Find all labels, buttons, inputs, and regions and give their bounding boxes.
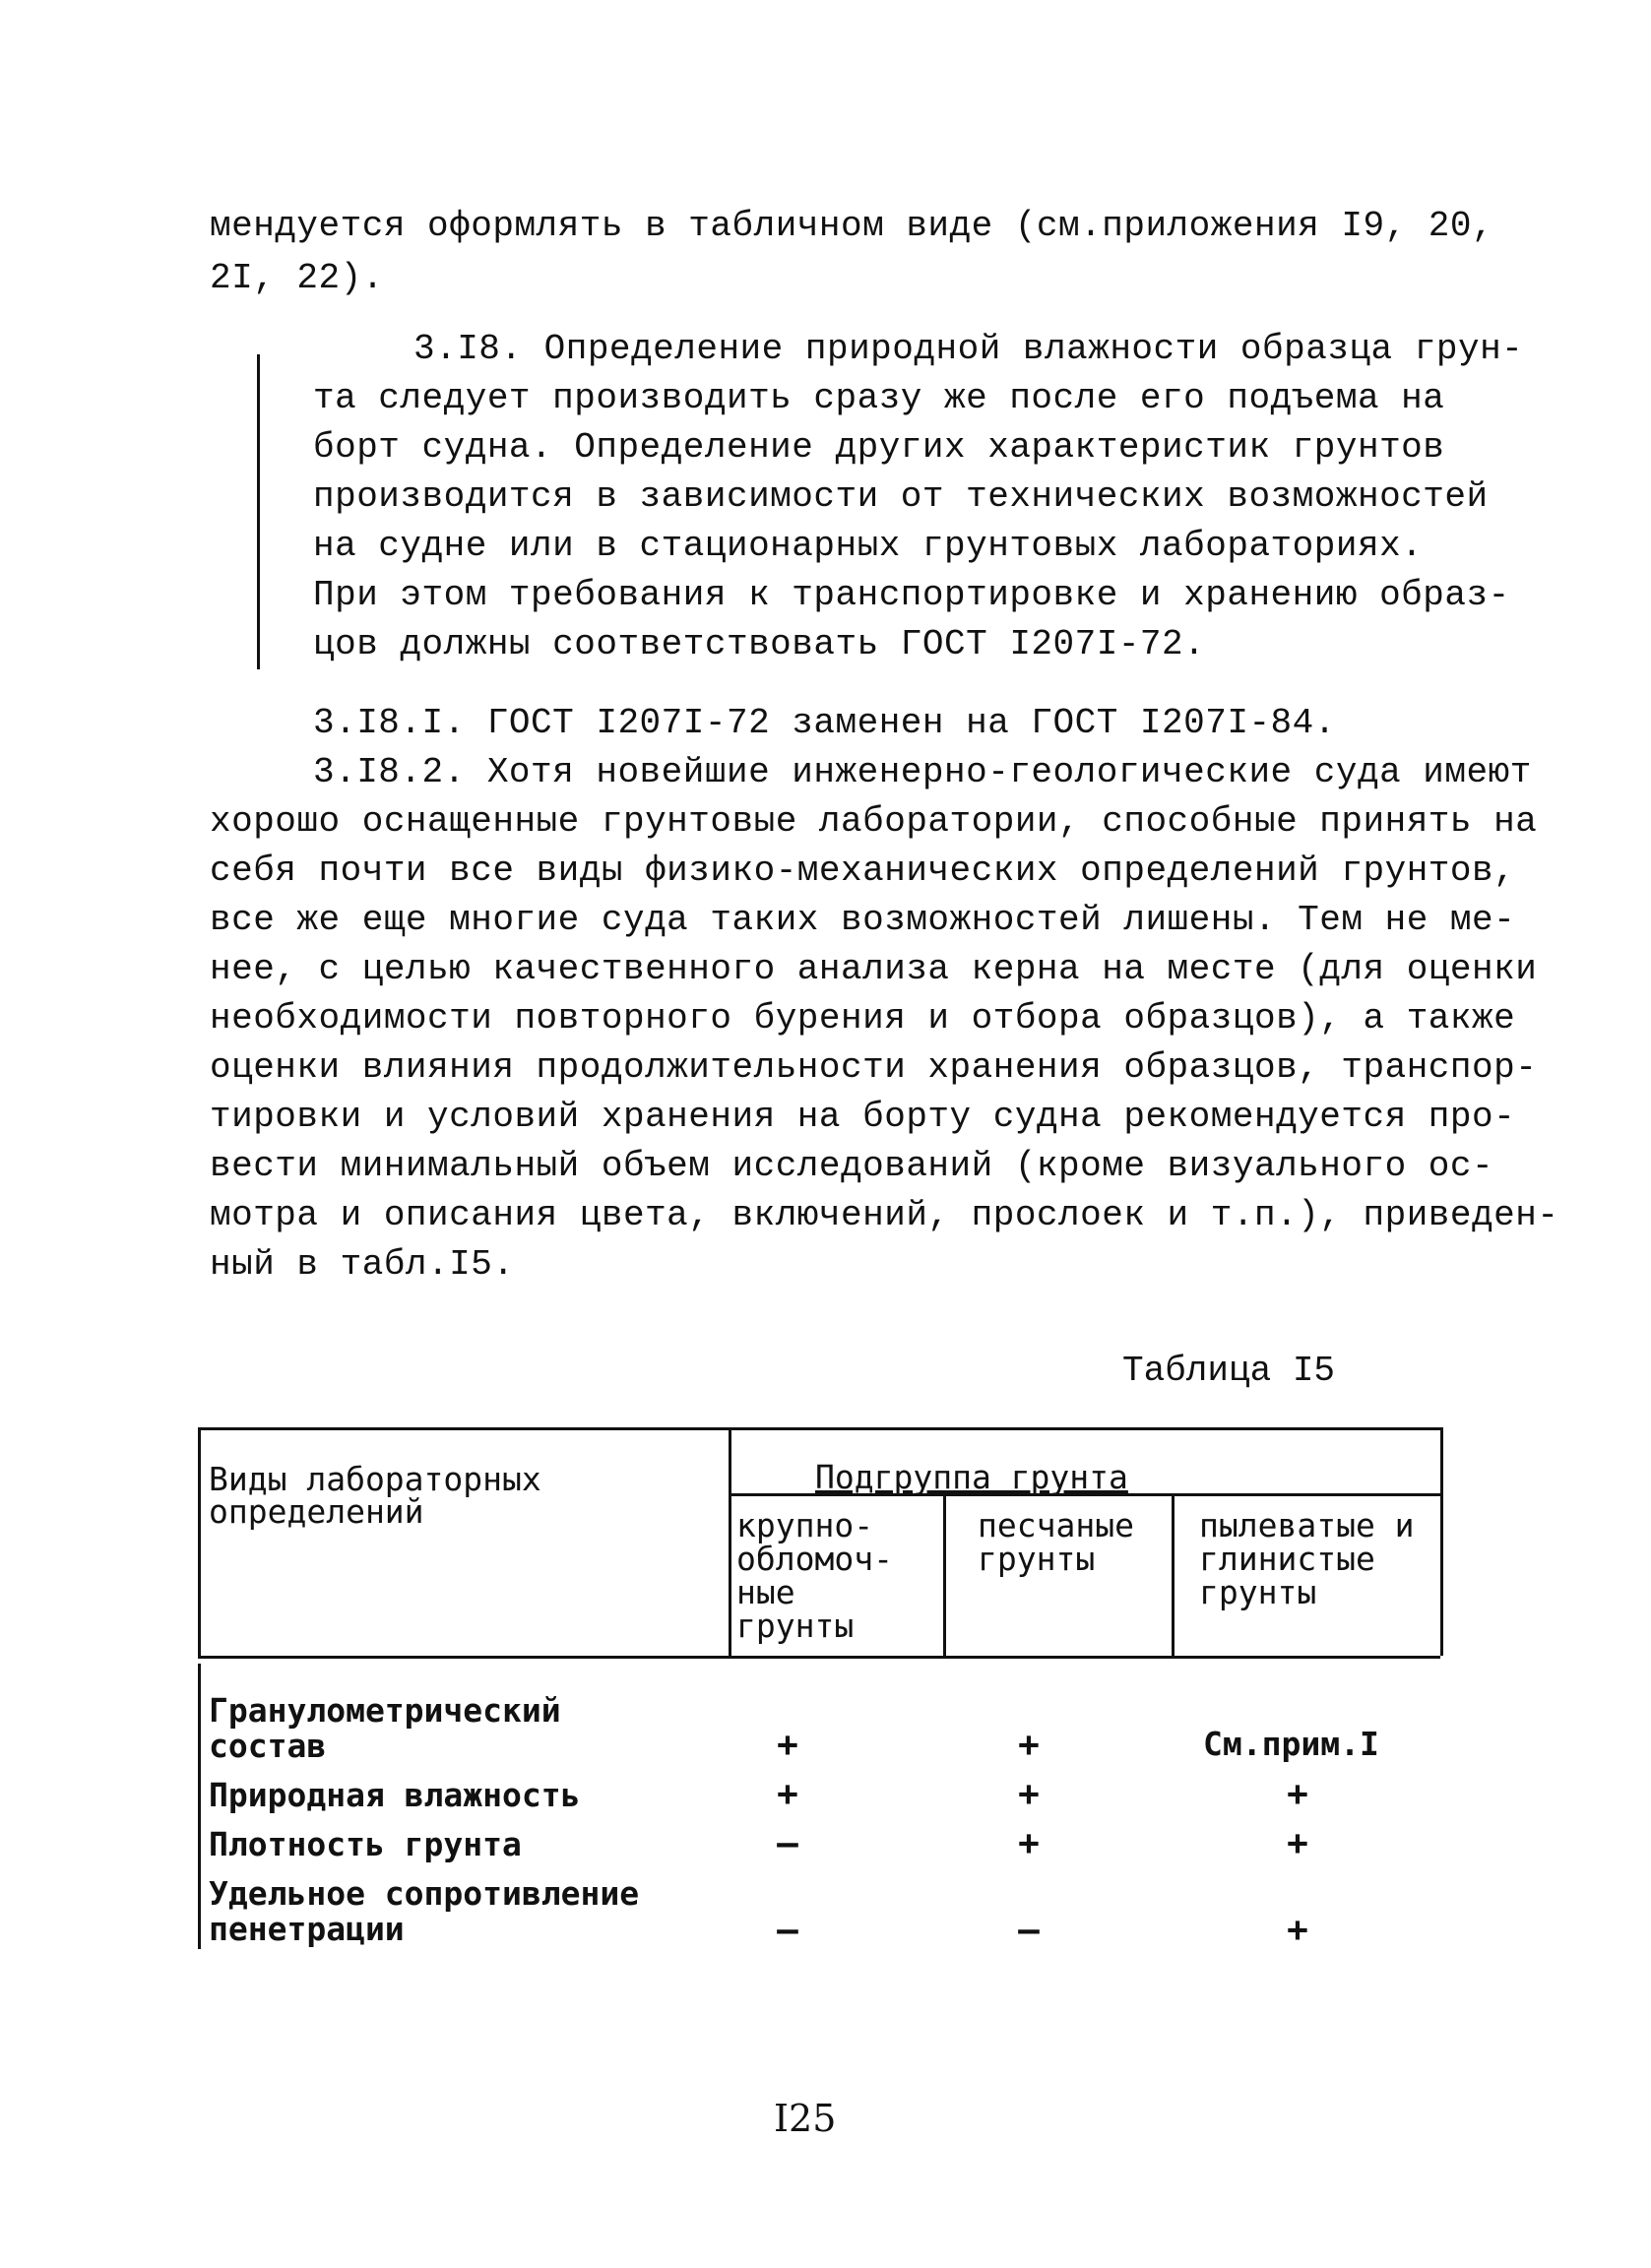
text-line: мотра и описания цвета, включений, прослоек и т.п.), приведен-	[210, 1195, 1559, 1235]
text-line: борт судна. Определение других характеристик грунтов	[313, 427, 1445, 468]
header-bottom-rule	[198, 1656, 1440, 1659]
text-line: производится в зависимости от технических возможностей	[313, 476, 1489, 517]
text-line: тировки и условий хранения на борту судна рекомендуется про-	[210, 1097, 1516, 1137]
margin-edit-bar	[257, 354, 260, 669]
row-name: Плотность грунта	[209, 1825, 522, 1863]
row-value: +	[1287, 1774, 1308, 1814]
subheader-coarse: грунты	[736, 1606, 855, 1645]
row-value: +	[1287, 1910, 1308, 1950]
text-line: цов должны соответствовать ГОСТ I207I-72.	[313, 624, 1206, 664]
subheader-coarse: обломоч-	[736, 1540, 893, 1578]
text-line: все же еще многие суда таких возможностей лишены. Тем не ме-	[210, 900, 1516, 940]
text-line: необходимости повторного бурения и отбора образцов), а также	[210, 998, 1516, 1039]
header-col1: Виды лабораторных	[209, 1460, 541, 1498]
subheader-sandy: грунты	[978, 1540, 1096, 1578]
subheader-silty-clay: глинистые	[1199, 1540, 1375, 1578]
subheader-coarse: ные	[736, 1573, 795, 1611]
table-right-rule	[1440, 1427, 1443, 1656]
text-line: ный в табл.I5.	[210, 1244, 515, 1285]
row-name: состав	[209, 1727, 327, 1765]
subheader-sandy: песчаные	[978, 1506, 1134, 1544]
row-value: +	[777, 1725, 798, 1765]
text-line: При этом требования к транспортировке и хранению образ-	[313, 575, 1510, 615]
table-left-rule-body	[198, 1664, 201, 1949]
row-name: пенетрации	[209, 1910, 405, 1948]
text-line: мендуется оформлять в табличном виде (см.приложения I9, 20,	[210, 206, 1494, 246]
table-caption: Таблица I5	[1122, 1351, 1336, 1391]
row-value: См.прим.I	[1203, 1725, 1379, 1763]
page-number: I25	[774, 2097, 837, 2140]
col-rule	[1172, 1493, 1175, 1656]
text-line: та следует производить сразу же после его подъема на	[313, 378, 1445, 418]
subheader-silty-clay: пылеватые и	[1199, 1506, 1415, 1544]
col-rule	[943, 1493, 946, 1656]
text-line: оценки влияния продолжительности хранения образцов, транспор-	[210, 1047, 1538, 1088]
subheader-silty-clay: грунты	[1199, 1573, 1317, 1611]
text-line: 3.I8.I. ГОСТ I207I-72 заменен на ГОСТ I207I-84.	[313, 703, 1336, 743]
row-value: +	[777, 1774, 798, 1814]
text-line: себя почти все виды физико-механических определений грунтов,	[210, 850, 1516, 891]
header-col1: определений	[209, 1492, 424, 1531]
row-value: +	[1018, 1774, 1040, 1814]
row-value: +	[1018, 1725, 1040, 1765]
text-line: вести минимальный объем исследований (кроме визуального ос-	[210, 1146, 1494, 1186]
table-top-rule	[198, 1427, 1440, 1430]
table-left-rule	[198, 1427, 201, 1656]
text-line: 3.I8.2. Хотя новейшие инженерно-геологические суда имеют	[313, 752, 1532, 792]
row-value: –	[1018, 1910, 1040, 1950]
row-value: –	[777, 1823, 798, 1863]
subheader-coarse: крупно-	[736, 1506, 874, 1544]
text-line: хорошо оснащенные грунтовые лаборатории, способные принять на	[210, 801, 1538, 842]
text-line: нее, с целью качественного анализа керна на месте (для оценки	[210, 949, 1538, 989]
text-line: 3.I8. Определение природной влажности образца грун-	[413, 329, 1524, 369]
col-rule	[729, 1427, 731, 1656]
row-name: Гранулометрический	[209, 1691, 561, 1730]
text-line: 2I, 22).	[210, 258, 384, 298]
row-value: –	[777, 1910, 798, 1950]
row-name: Удельное сопротивление	[209, 1874, 640, 1913]
text-line: на судне или в стационарных грунтовых лабораториях.	[313, 526, 1424, 566]
row-value: +	[1287, 1823, 1308, 1863]
row-name: Природная влажность	[209, 1776, 581, 1814]
row-value: +	[1018, 1823, 1040, 1863]
header-group: Подгруппа грунта	[815, 1458, 1128, 1496]
